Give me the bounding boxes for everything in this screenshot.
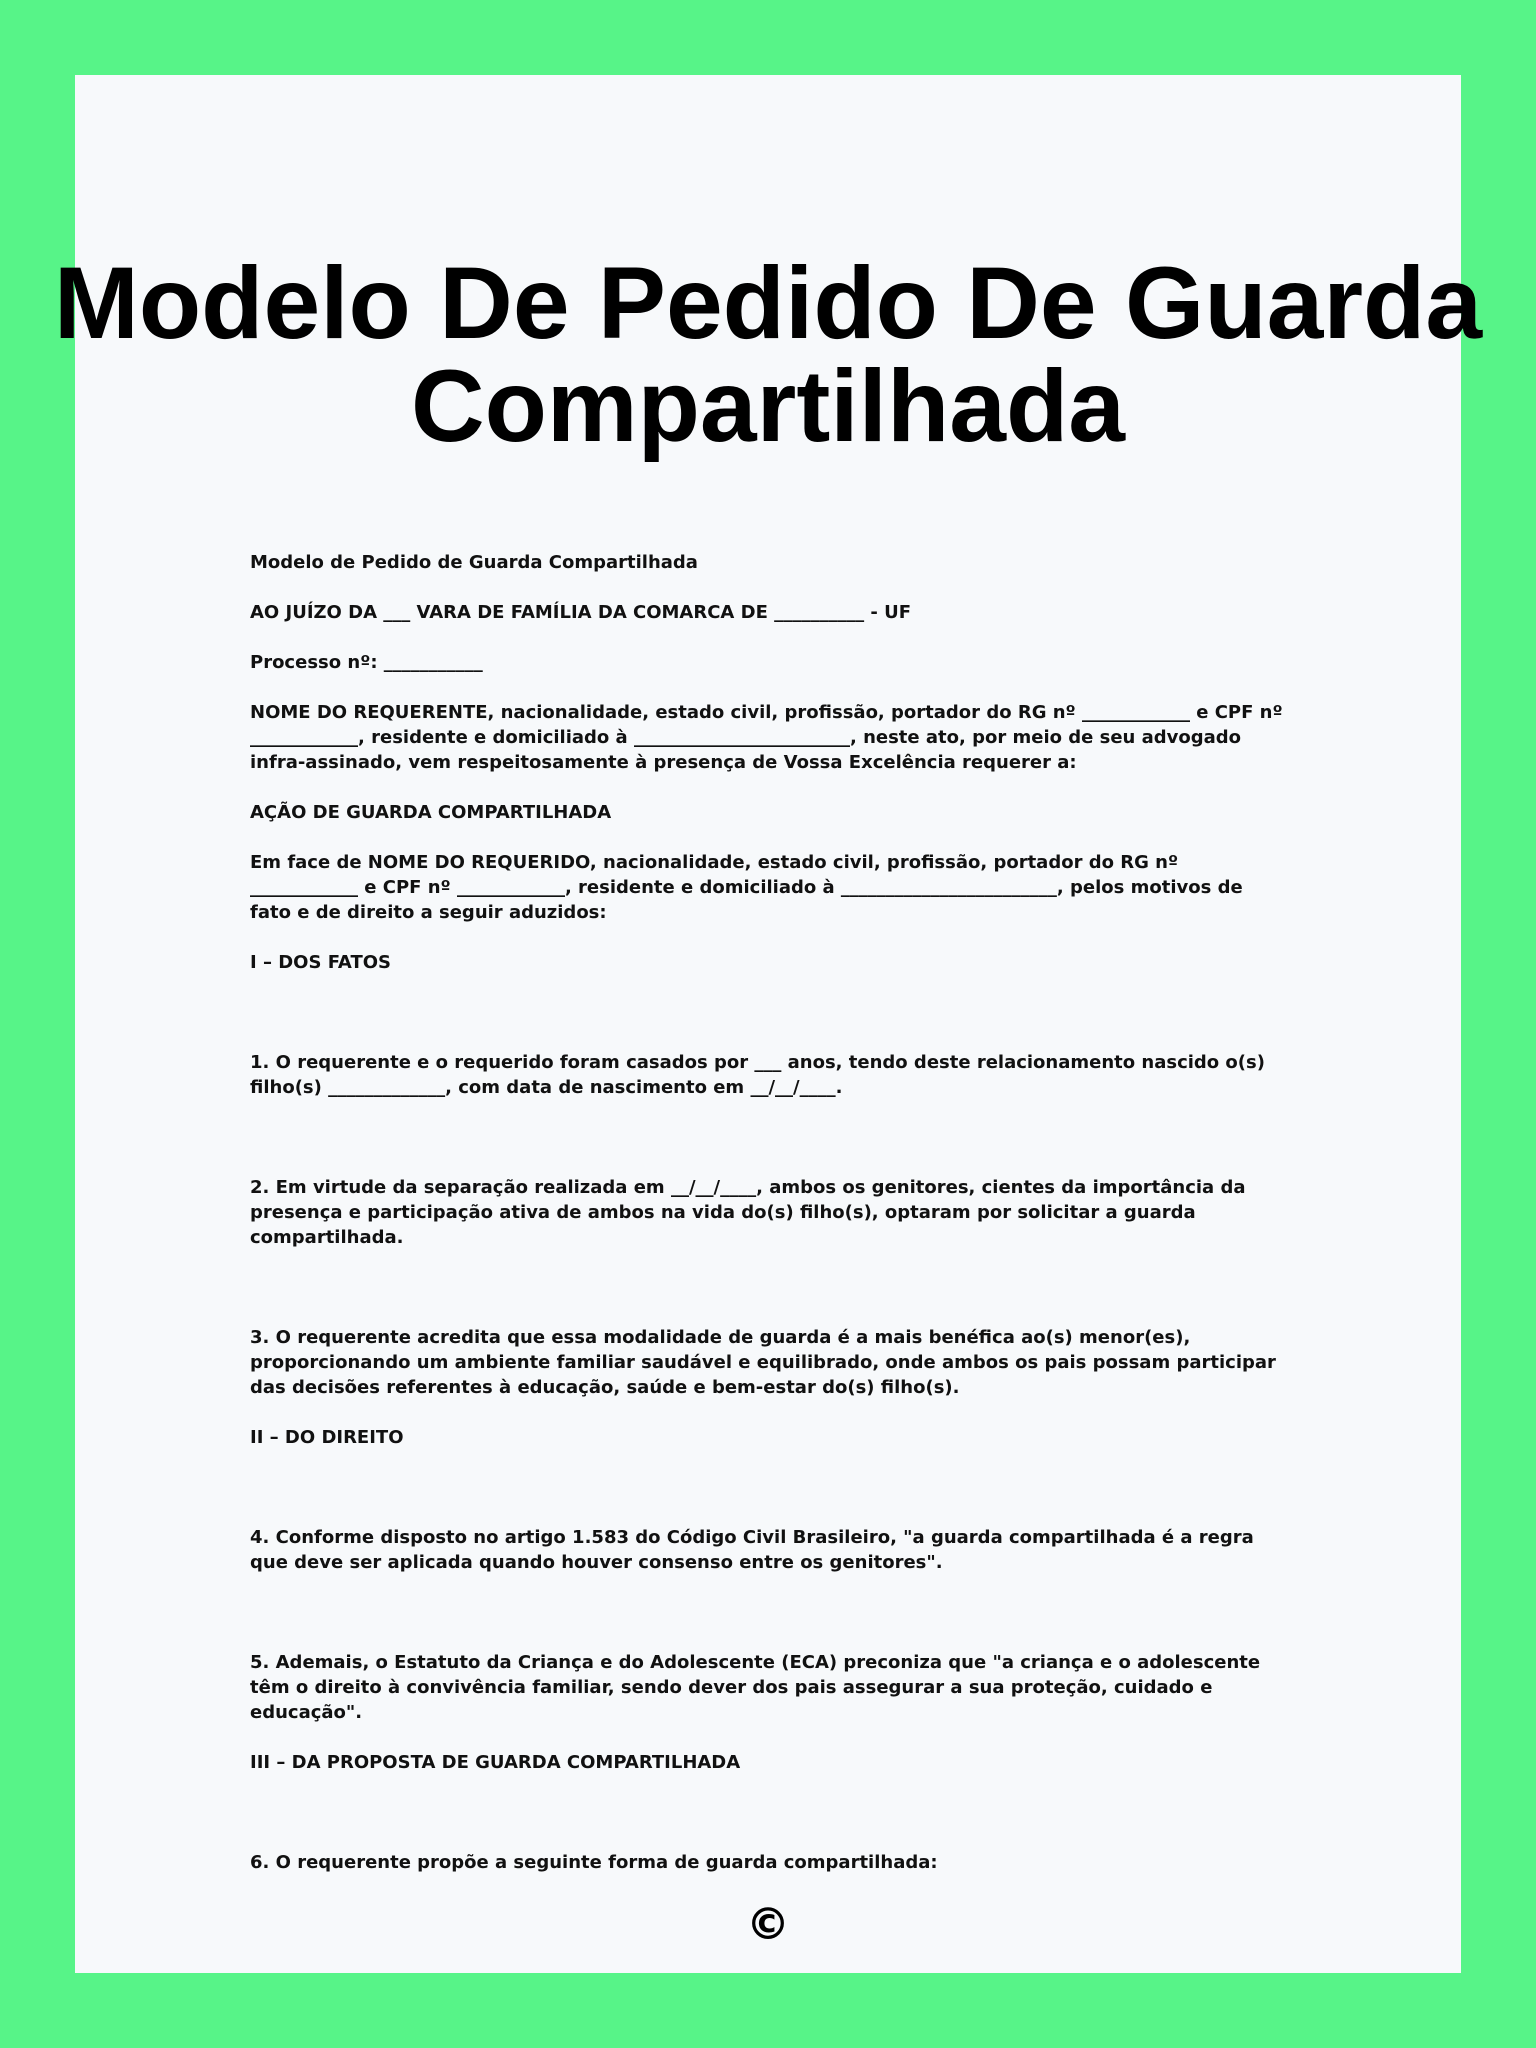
copyright-icon: © xyxy=(746,1899,790,1950)
process-number: Processo nº: ___________ xyxy=(250,652,483,673)
document-heading: Modelo de Pedido de Guarda Compartilhada xyxy=(250,552,698,573)
page-title-line-1: Modelo De Pedido De Guarda xyxy=(53,246,1483,360)
page-title xyxy=(0,246,1536,463)
page-title-line-2: Compartilhada xyxy=(410,349,1126,463)
document-body xyxy=(250,550,1285,1875)
section-title-facts: I – DOS FATOS xyxy=(250,952,392,973)
defendant-paragraph: Em face de NOME DO REQUERIDO, nacionalidade, estado civil, profissão, portador do RG nº ____________ e CPF nº ____________, residente e domiciliado à ________________________, pelos motivos de fato e de direito a seguir aduzidos: xyxy=(250,852,1243,923)
law-item-4: 4. Conforme disposto no artigo 1.583 do Código Civil Brasileiro, "a guarda compartilhada é a regra que deve ser aplicada quando houver consenso entre os genitores". xyxy=(250,1527,1254,1573)
action-title: AÇÃO DE GUARDA COMPARTILHADA xyxy=(250,802,612,823)
facts-item-2: 2. Em virtude da separação realizada em __/__/____, ambos os genitores, cientes da importância da presença e participação ativa de ambos na vida do(s) filho(s), optaram por solicitar a guarda compartilhada. xyxy=(250,1177,1246,1248)
law-item-5: 5. Ademais, o Estatuto da Criança e do Adolescente (ECA) preconiza que "a criança e o adolescente têm o direito à convivência familiar, sendo dever dos pais assegurar a sua proteção, cuidado e educação". xyxy=(250,1652,1261,1723)
section-title-proposal: III – DA PROPOSTA DE GUARDA COMPARTILHADA xyxy=(250,1752,741,1773)
court-address: AO JUÍZO DA ___ VARA DE FAMÍLIA DA COMARCA DE __________ - UF xyxy=(250,602,912,623)
facts-item-1: 1. O requerente e o requerido foram casados por ___ anos, tendo deste relacionamento nascido o(s) filho(s) _____________, com data de nascimento em __/__/____. xyxy=(250,1052,1265,1098)
proposal-item-6: 6. O requerente propõe a seguinte forma de guarda compartilhada: xyxy=(250,1852,938,1873)
facts-item-3: 3. O requerente acredita que essa modalidade de guarda é a mais benéfica ao(s) menor(es), proporcionando um ambiente familiar saudável e equilibrado, onde ambos os pais possam participar das decisões referentes à educação, saúde e bem-estar do(s) filho(s). xyxy=(250,1327,1276,1398)
section-title-law: II – DO DIREITO xyxy=(250,1427,404,1448)
intro-paragraph: NOME DO REQUERENTE, nacionalidade, estado civil, profissão, portador do RG nº ____________ e CPF nº ____________, residente e domiciliado à ________________________, neste ato, por meio de seu advogado infra-assinado, vem respeitosamente à presença de Vossa Excelência requerer a: xyxy=(250,702,1283,773)
